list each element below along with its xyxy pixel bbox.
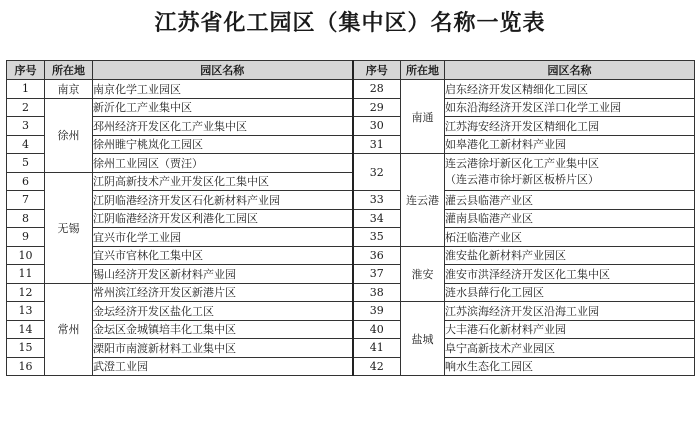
park-name: 宜兴市官林化工集中区 [93,246,353,265]
table-row [7,357,695,376]
header-location: 所在地 [45,61,93,80]
park-name: 溧阳市南渡新材料工业集中区 [93,339,353,358]
row-number: 28 [353,80,401,99]
header-name: 园区名称 [93,61,353,80]
table-row [7,135,695,154]
row-number: 32 [353,154,401,191]
table-row [7,302,695,321]
row-number: 5 [7,154,45,173]
table-row [7,98,695,117]
park-name: 启东经济开发区精细化工园区 [445,80,695,99]
row-number: 40 [353,320,401,339]
park-name: 武澄工业园 [93,357,353,376]
table-row [7,265,695,284]
row-number: 34 [353,209,401,228]
table-row [7,209,695,228]
location-cell: 南通 [401,80,445,154]
park-name: 淮安市洪泽经济开发区化工集中区 [445,265,695,284]
table-row [7,191,695,210]
row-number: 3 [7,117,45,136]
park-name: 锡山经济开发区新材料产业园 [93,265,353,284]
park-name: 涟水县薛行化工园区 [445,283,695,302]
location-cell: 徐州 [45,98,93,172]
row-number: 29 [353,98,401,117]
page-title: 江苏省化工园区（集中区）名称一览表 [154,11,546,36]
park-name: 江苏滨海经济开发区沿海工业园 [445,302,695,321]
header-no: 序号 [353,61,401,80]
row-number: 12 [7,283,45,302]
park-table [6,60,695,376]
park-name: 灌南县临港产业区 [445,209,695,228]
location-cell: 常州 [45,283,93,376]
table-row [7,228,695,247]
table-header-row [7,61,695,80]
park-name: 淮安盐化新材料产业园区 [445,246,695,265]
location-cell: 淮安 [401,246,445,302]
park-name: 金坛区金城镇培丰化工集中区 [93,320,353,339]
row-number: 36 [353,246,401,265]
row-number: 13 [7,302,45,321]
park-name: 如皋港化工新材料产业园 [445,135,695,154]
row-number: 37 [353,265,401,284]
row-number: 6 [7,172,45,191]
table-row [7,320,695,339]
park-name: 宜兴市化学工业园 [93,228,353,247]
park-name: 江阴临港经济开发区利港化工园区 [93,209,353,228]
park-name: 金坛经济开发区盐化工区 [93,302,353,321]
park-name-line: 连云港徐圩新区化工产业集中区 [445,157,599,170]
location-cell: 连云港 [401,154,445,247]
row-number: 16 [7,357,45,376]
row-number: 14 [7,320,45,339]
row-number: 35 [353,228,401,247]
park-name: 邳州经济开发区化工产业集中区 [93,117,353,136]
row-number: 15 [7,339,45,358]
row-number: 11 [7,265,45,284]
park-name: 南京化学工业园区 [93,80,353,99]
park-name: 徐州工业园区（贾汪） [93,154,353,173]
table-row [7,283,695,302]
row-number: 1 [7,80,45,99]
park-name: 柘汪临港产业区 [445,228,695,247]
header-no: 序号 [7,61,45,80]
row-number: 10 [7,246,45,265]
row-number: 8 [7,209,45,228]
row-number: 2 [7,98,45,117]
row-number: 41 [353,339,401,358]
table-row [7,117,695,136]
location-cell: 南京 [45,80,93,99]
park-name: 响水生态化工园区 [445,357,695,376]
row-number: 31 [353,135,401,154]
park-name [445,154,695,191]
row-number: 4 [7,135,45,154]
row-number: 7 [7,191,45,210]
row-number: 33 [353,191,401,210]
table-row [7,246,695,265]
park-name: 江阴高新技术产业开发区化工集中区 [93,172,353,191]
park-name-line: （连云港市徐圩新区板桥片区） [445,173,599,186]
row-number: 9 [7,228,45,247]
park-name: 江苏海安经济开发区精细化工园 [445,117,695,136]
park-name: 如东沿海经济开发区洋口化学工业园 [445,98,695,117]
park-name: 大丰港石化新材料产业园 [445,320,695,339]
table-row [7,154,695,173]
park-name: 新沂化工产业集中区 [93,98,353,117]
park-name: 常州滨江经济开发区新港片区 [93,283,353,302]
park-name: 阜宁高新技术产业园区 [445,339,695,358]
header-name: 园区名称 [445,61,695,80]
table-row [7,339,695,358]
row-number: 38 [353,283,401,302]
park-name: 徐州睢宁桃岚化工园区 [93,135,353,154]
row-number: 30 [353,117,401,136]
location-cell: 无锡 [45,172,93,283]
park-name: 江阴临港经济开发区石化新材料产业园 [93,191,353,210]
park-name: 灌云县临港产业区 [445,191,695,210]
location-cell: 盐城 [401,302,445,376]
row-number: 39 [353,302,401,321]
row-number: 42 [353,357,401,376]
table-row [7,80,695,99]
header-location: 所在地 [401,61,445,80]
